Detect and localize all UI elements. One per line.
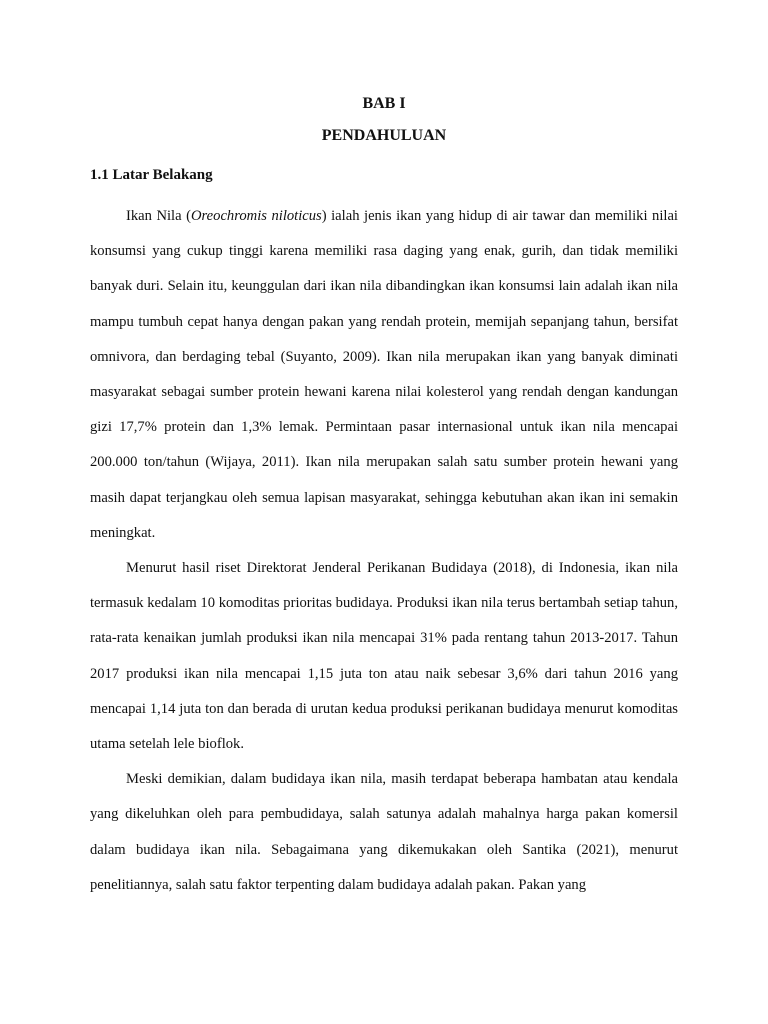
chapter-title: PENDAHULUAN xyxy=(321,127,447,144)
paragraph-1-intro: Ikan Nila ( xyxy=(126,208,191,224)
paragraph-1 xyxy=(90,199,678,551)
chapter-number: BAB I xyxy=(362,95,406,112)
paragraph-3: Meski demikian, dalam budidaya ikan nila, masih terdapat beberapa hambatan atau kendala yang dikeluhkan oleh para pembudidaya, salah satunya adalah mahalnya harga pakan komersil dalam budidaya ikan nila. Sebagaimana yang dikemukakan oleh Santika (2021), menurut penelitiannya, salah satu faktor terpenting dalam budidaya adalah pakan. Pakan yang xyxy=(90,771,678,893)
body-text xyxy=(90,199,678,903)
species-name: Oreochromis niloticus xyxy=(191,208,322,224)
paragraph-1-body: ) ialah jenis ikan yang hidup di air tawar dan memiliki nilai konsumsi yang cukup tinggi karena memiliki rasa daging yang enak, gurih, dan tidak memiliki banyak duri. Selain itu, keunggulan dari ikan nila dibandingkan ikan konsumsi lain adalah ikan nila mampu tumbuh cepat hanya dengan pakan yang rendah protein, memijah sepanjang tahun, bersifat omnivora, dan berdaging tebal (Suyanto, 2009). Ikan nila merupakan ikan yang banyak diminati masyarakat sebagai sumber protein hewani karena nilai kolesterol yang rendah dengan kandungan gizi 17,7% protein dan 1,3% lemak. Permintaan pasar internasional untuk ikan nila mencapai 200.000 ton/tahun (Wijaya, 2011). Ikan nila merupakan salah satu sumber protein hewani yang masih dapat terjangkau oleh semua lapisan masyarakat, sehingga kebutuhan akan ikan ini semakin meningkat. xyxy=(90,208,678,541)
paragraph-2: Menurut hasil riset Direktorat Jenderal Perikanan Budidaya (2018), di Indonesia, ikan nila termasuk kedalam 10 komoditas prioritas budidaya. Produksi ikan nila terus bertambah setiap tahun, rata-rata kenaikan jumlah produksi ikan nila mencapai 31% pada rentang tahun 2013-2017. Tahun 2017 produksi ikan nila mencapai 1,15 juta ton atau naik sebesar 3,6% dari tahun 2016 yang mencapai 1,14 juta ton dan berada di urutan kedua produksi perikanan budidaya menurut komoditas utama setelah lele bioflok. xyxy=(90,560,678,753)
section-heading: 1.1 Latar Belakang xyxy=(90,167,213,183)
